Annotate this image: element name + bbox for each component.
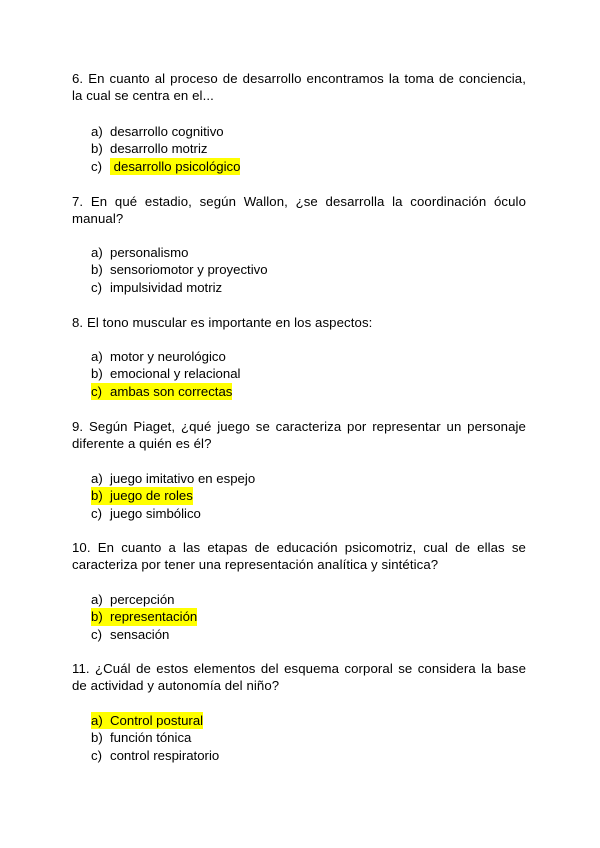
- question-6: 6. En cuanto al proceso de desarrollo encontramos la toma de conciencia, la cual se centra en el...: [72, 71, 526, 104]
- option-7b: [91, 261, 268, 278]
- option-letter: c): [91, 747, 102, 763]
- option-11a: [91, 712, 219, 729]
- option-highlight: [91, 383, 232, 400]
- question-10: 10. En cuanto a las etapas de educación psicomotriz, cual de ellas se caracteriza por tener una representación analítica y sintética?: [72, 540, 526, 573]
- option-text: impulsividad motriz: [110, 279, 223, 295]
- options-10: [91, 591, 197, 643]
- options-9: [91, 470, 255, 522]
- option-letter: c): [91, 158, 102, 174]
- options-8: [91, 348, 240, 400]
- options-7: [91, 244, 268, 296]
- option-letter: a): [91, 349, 103, 364]
- question-7: 7. En qué estadio, según Wallon, ¿se desarrolla la coordinación óculo manual?: [72, 194, 526, 227]
- question-11: 11. ¿Cuál de estos elementos del esquema corporal se considera la base de actividad y autonomía del niño?: [72, 661, 526, 694]
- option-letter: c): [91, 505, 102, 521]
- option-letter: b): [91, 262, 103, 278]
- options-6: [91, 123, 240, 175]
- option-text: personalismo: [110, 245, 189, 260]
- option-highlight: [91, 608, 197, 625]
- option-letter: a): [91, 713, 103, 728]
- option-10c: [91, 626, 197, 643]
- option-highlight: [91, 712, 203, 729]
- option-11c: [91, 747, 219, 764]
- option-text: sensoriomotor y proyectivo: [110, 262, 268, 278]
- option-text: Control postural: [110, 713, 204, 728]
- option-text: sensación: [110, 626, 170, 642]
- option-9b: [91, 487, 255, 504]
- option-letter: c): [91, 383, 102, 399]
- option-9c: [91, 505, 255, 522]
- option-text: desarrollo cognitivo: [110, 124, 224, 139]
- option-text-highlighted: desarrollo psicológico: [110, 158, 241, 174]
- option-text: desarrollo motriz: [110, 141, 208, 157]
- option-11b: [91, 729, 219, 746]
- option-letter: b): [91, 366, 103, 382]
- option-text: juego simbólico: [110, 505, 201, 521]
- option-highlight: [91, 487, 193, 504]
- option-text: control respiratorio: [110, 747, 220, 763]
- option-text: juego de roles: [110, 488, 193, 504]
- option-letter: c): [91, 626, 102, 642]
- option-6a: [91, 123, 240, 140]
- option-letter: b): [91, 141, 103, 157]
- option-6b: [91, 140, 240, 157]
- option-text: ambas son correctas: [110, 383, 233, 399]
- option-8a: [91, 348, 240, 365]
- option-10a: [91, 591, 197, 608]
- option-letter: c): [91, 279, 102, 295]
- option-letter: b): [91, 488, 103, 504]
- option-text: motor y neurológico: [110, 349, 226, 364]
- option-text: percepción: [110, 592, 175, 607]
- option-9a: [91, 470, 255, 487]
- option-7a: [91, 244, 268, 261]
- option-text: juego imitativo en espejo: [110, 471, 256, 486]
- option-letter: b): [91, 609, 103, 625]
- option-7c: [91, 279, 268, 296]
- option-text: representación: [110, 609, 198, 625]
- option-letter: b): [91, 730, 103, 746]
- option-letter: a): [91, 245, 103, 260]
- option-6c: [91, 158, 240, 175]
- option-10b: [91, 608, 197, 625]
- option-letter: a): [91, 471, 103, 486]
- option-8c: [91, 383, 240, 400]
- option-text: emocional y relacional: [110, 366, 241, 382]
- option-text: función tónica: [110, 730, 192, 746]
- option-8b: [91, 365, 240, 382]
- options-11: [91, 712, 219, 764]
- question-9: 9. Según Piaget, ¿qué juego se caracteriza por representar un personaje diferente a quién es él?: [72, 419, 526, 452]
- option-letter: a): [91, 592, 103, 607]
- option-letter: a): [91, 124, 103, 139]
- question-8: 8. El tono muscular es importante en los aspectos:: [72, 315, 373, 330]
